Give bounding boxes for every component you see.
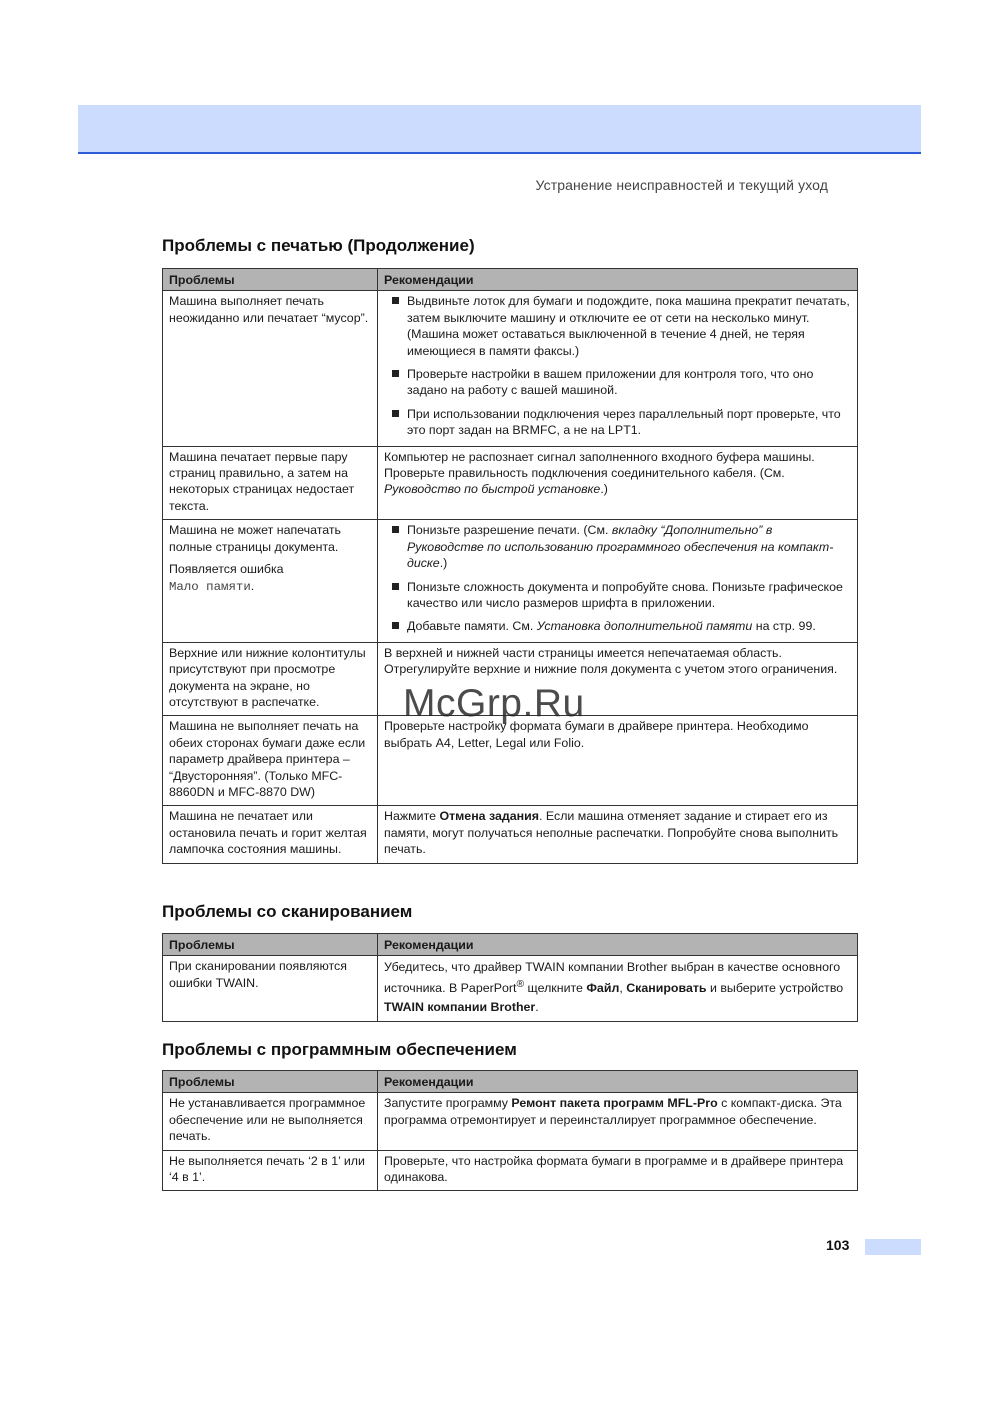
recommendation-cell xyxy=(378,520,858,642)
recommendation-cell: В верхней и нижней части страницы имеется непечатаемая область. Отрегулируйте верхние и нижние поля документа с учетом этого ограничения. xyxy=(378,642,858,716)
table-row xyxy=(163,1150,858,1191)
table-row xyxy=(163,956,858,1021)
list-item: Проверьте настройки в вашем приложении для контроля того, что оно задано на работу с вашей машиной. xyxy=(384,366,851,399)
table-header-row xyxy=(163,934,858,956)
table-row xyxy=(163,291,858,446)
recommendation-cell: Компьютер не распознает сигнал заполненного входного буфера машины. Проверьте правильность подключения соединительного кабеля. (См. Руководство по быстрой установке.) xyxy=(378,446,858,520)
recommendation-cell: Запустите программу Ремонт пакета программ MFL-Pro с компакт-диска. Эта программа отремонтирует и переинсталлирует программное обеспечение. xyxy=(378,1093,858,1150)
list-item: Понизьте сложность документа и попробуйте снова. Понизьте графическое качество или число размеров шрифта в приложении. xyxy=(384,579,851,612)
column-header-recommendations: Рекомендации xyxy=(378,1071,858,1093)
column-header-recommendations: Рекомендации xyxy=(378,269,858,291)
problem-cell: Машина не может напечатать полные страницы документа. Появляется ошибка Мало памяти. xyxy=(163,520,378,642)
section-title-scan: Проблемы со сканированием xyxy=(162,902,413,921)
square-bullet-icon xyxy=(392,526,399,533)
square-bullet-icon xyxy=(392,370,399,377)
software-problems-table xyxy=(162,1070,858,1191)
square-bullet-icon xyxy=(392,297,399,304)
table-row xyxy=(163,806,858,863)
square-bullet-icon xyxy=(392,410,399,417)
recommendation-cell: Проверьте, что настройка формата бумаги в программе и в драйвере принтера одинакова. xyxy=(378,1150,858,1191)
page-number-tab xyxy=(865,1239,921,1255)
column-header-problems: Проблемы xyxy=(163,1071,378,1093)
square-bullet-icon xyxy=(392,583,399,590)
column-header-problems: Проблемы xyxy=(163,934,378,956)
problem-cell: Не выполняется печать ‘2 в 1’ или ‘4 в 1’. xyxy=(163,1150,378,1191)
problem-cell: Машина не печатает или остановила печать и горит желтая лампочка состояния машины. xyxy=(163,806,378,863)
list-item: Выдвиньте лоток для бумаги и подождите, пока машина прекратит печатать, затем выключите машину и отключите ее от сети на несколько минут. (Машина может оставаться выключенной в течение 4 дней, не теряя имеющиеся в памяти факсы.) xyxy=(384,293,851,359)
header-band xyxy=(78,105,921,154)
square-bullet-icon xyxy=(392,622,399,629)
recommendation-cell: Убедитесь, что драйвер TWAIN компании Brother выбран в качестве основного источника. В PaperPort® щелкните Файл, Сканировать и выберите устройство TWAIN компании Brother. xyxy=(378,956,858,1021)
table-row xyxy=(163,716,858,806)
list-item: Добавьте памяти. См. Установка дополнительной памяти на стр. 99. xyxy=(384,618,851,634)
problem-cell: Верхние или нижние колонтитулы присутствуют при просмотре документа на экране, но отсутствуют в распечатке. xyxy=(163,642,378,716)
error-message: Мало памяти xyxy=(169,579,251,594)
recommendation-cell xyxy=(378,291,858,446)
watermark: McGrp.Ru xyxy=(403,682,585,725)
list-item: Понизьте разрешение печати. (См. вкладку “Дополнительно” в Руководстве по использованию программного обеспечения на компакт-диске.) xyxy=(384,522,851,571)
table-row xyxy=(163,520,858,642)
problem-cell: Машина выполняет печать неожиданно или печатает “мусор”. xyxy=(163,291,378,446)
recommendation-cell: Проверьте настройку формата бумаги в драйвере принтера. Необходимо выбрать A4, Letter, Legal или Folio. xyxy=(378,716,858,806)
problem-cell: Машина печатает первые пару страниц правильно, а затем на некоторых страницах недостает текста. xyxy=(163,446,378,520)
recommendation-cell: Нажмите Отмена задания. Если машина отменяет задание и стирает его из памяти, могут получаться неполные распечатки. Попробуйте снова выполнить печать. xyxy=(378,806,858,863)
scan-problems-table xyxy=(162,933,858,1022)
column-header-recommendations: Рекомендации xyxy=(378,934,858,956)
running-header: Устранение неисправностей и текущий уход xyxy=(535,177,828,193)
list-item: При использовании подключения через параллельный порт проверьте, что это порт задан на BRMFC, а не на LPT1. xyxy=(384,406,851,439)
section-title-software: Проблемы с программным обеспечением xyxy=(162,1040,517,1059)
table-header-row xyxy=(163,1071,858,1093)
print-problems-table xyxy=(162,268,858,864)
problem-cell: Машина не выполняет печать на обеих сторонах бумаги даже если параметр драйвера принтера – “Двусторонняя”. (Только MFC-8860DN и MFC-8870 DW) xyxy=(163,716,378,806)
problem-cell: При сканировании появляются ошибки TWAIN. xyxy=(163,956,378,1021)
table-row xyxy=(163,1093,858,1150)
table-header-row xyxy=(163,269,858,291)
problem-cell: Не устанавливается программное обеспечение или не выполняется печать. xyxy=(163,1093,378,1150)
column-header-problems: Проблемы xyxy=(163,269,378,291)
table-row xyxy=(163,446,858,520)
section-title-print: Проблемы с печатью (Продолжение) xyxy=(162,236,475,255)
page-number: 103 xyxy=(826,1237,850,1253)
